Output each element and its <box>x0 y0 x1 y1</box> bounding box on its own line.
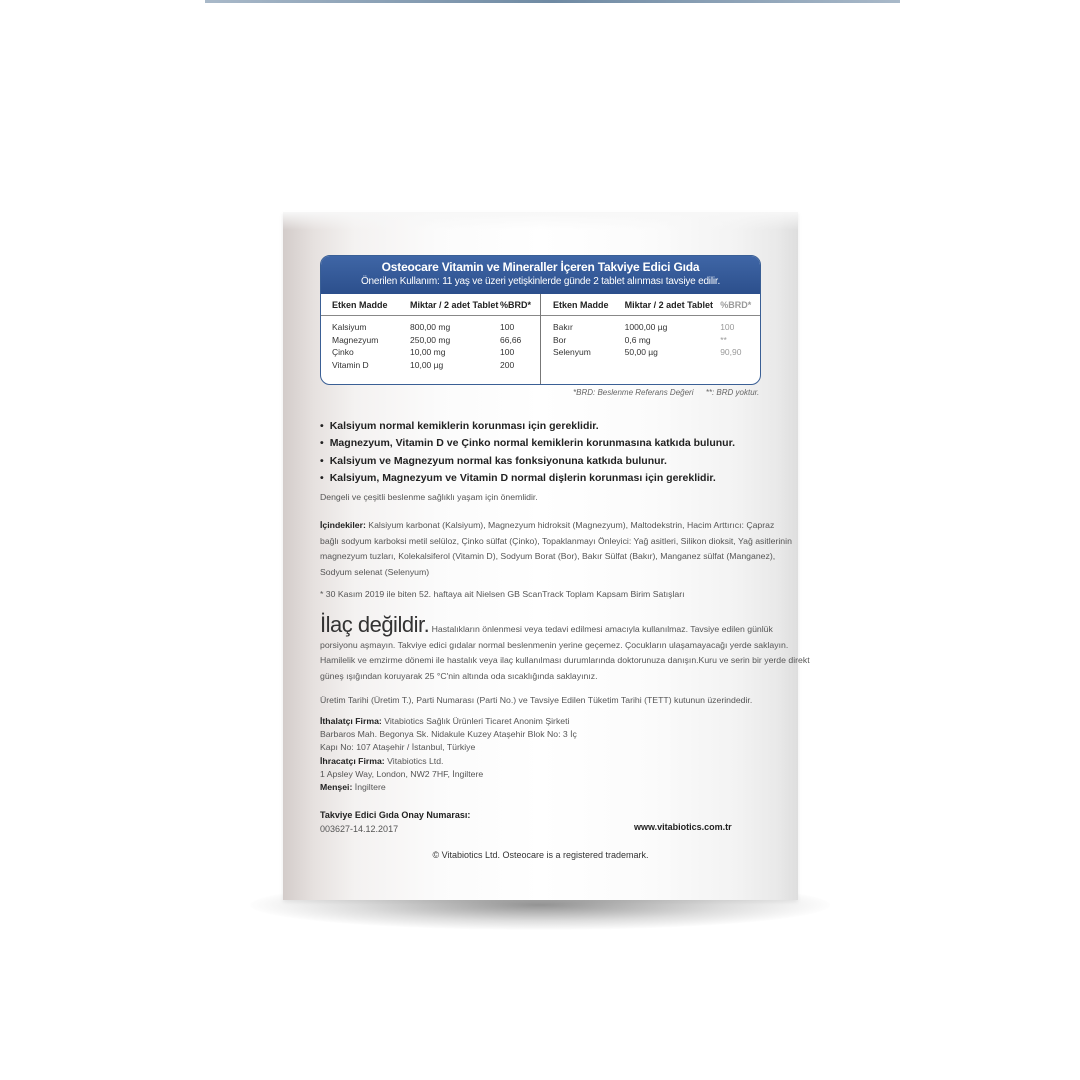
ingredient-brd: ** <box>720 334 727 345</box>
header-amount: Miktar / 2 adet Tablet <box>410 300 499 310</box>
ingredient-name: Bor <box>553 334 567 345</box>
warning-block <box>320 612 810 684</box>
origin-value: İngiltere <box>354 782 386 793</box>
ingredient-amount: 1000,00 µg <box>624 322 668 332</box>
ingredient-name: Bakır <box>553 322 573 332</box>
website-link[interactable]: www.vitabiotics.com.tr <box>634 822 732 832</box>
ingredients-block <box>320 518 792 580</box>
approval-number: 003627-14.12.2017 <box>320 824 399 834</box>
table-row <box>541 321 760 334</box>
list-item: • Kalsiyum, Magnezyum ve Vitamin D normal dişlerin korunması için gereklidir. <box>320 470 760 487</box>
warning-line: Hastalıkların önlenmesi veya tedavi edilmesi amacıyla kullanılmaz. Tavsiye edilen günlük <box>431 624 773 634</box>
ingredient-brd: 90,90 <box>720 347 742 357</box>
table-row <box>541 334 760 347</box>
top-divider-line <box>205 0 900 3</box>
ingredient-name: Magnezyum <box>332 334 379 345</box>
exporter-name: Vitabiotics Ltd. <box>387 755 444 766</box>
header-ingredient: Etken Madde <box>332 300 388 310</box>
table-row <box>321 359 540 372</box>
nutrient-table-left <box>321 294 541 384</box>
exporter-address: 1 Apsley Way, London, NW2 7HF, İngiltere <box>320 768 484 779</box>
ingredient-name: Selenyum <box>553 347 591 357</box>
ingredients-line: bağlı sodyum karboksi metil selüloz, Çinko sülfat (Çinko), Topaklanmayı Önleyici: Yağ asitleri, Silikon dioksit, Yağ asitlerinin <box>320 535 792 546</box>
ingredient-brd: 100 <box>500 347 515 357</box>
ingredient-amount: 250,00 mg <box>410 334 451 345</box>
brd-definition: *BRD: Beslenme Referans Değeri <box>573 388 694 397</box>
supplement-facts-panel <box>320 255 761 385</box>
health-claims-list <box>320 418 760 487</box>
nutrient-table-right <box>541 294 760 384</box>
ingredient-name: Çinko <box>332 347 354 357</box>
ingredients-line: magnezyum tuzları, Kolekalsiferol (Vitamin D), Sodyum Borat (Bor), Bakır Sülfat (Bakır), Manganez sülfat (Manganez), <box>320 551 776 561</box>
table-row <box>321 321 540 334</box>
origin-label: Menşei: <box>320 782 353 793</box>
ingredient-name: Vitamin D <box>332 359 369 370</box>
ingredients-line: Sodyum selenat (Selenyum) <box>320 566 430 577</box>
panel-title: Osteocare Vitamin ve Mineraller İçeren Takviye Edici Gıda <box>381 260 700 274</box>
header-amount: Miktar / 2 adet Tablet <box>624 300 714 310</box>
approval-label: Takviye Edici Gıda Onay Numarası: <box>320 810 471 820</box>
table-header <box>541 294 760 316</box>
ingredient-name: Kalsiyum <box>332 322 367 332</box>
not-medicine-headline: İlaç değildir. <box>320 612 430 637</box>
ingredient-brd: 200 <box>500 359 515 370</box>
ingredient-amount: 10,00 µg <box>410 359 444 370</box>
nielsen-note: * 30 Kasım 2019 ile biten 52. haftaya ait Nielsen GB ScanTrack Toplam Kapsam Birim Satışları <box>320 589 685 599</box>
no-brd-note: **: BRD yoktur. <box>705 388 760 397</box>
ingredient-amount: 50,00 µg <box>624 347 658 357</box>
header-brd: %BRD* <box>720 300 752 310</box>
warning-line: Hamilelik ve emzirme dönemi ile hastalık veya ilaç kullanılması durumlarında doktorunuza danışın.Kuru ve serin bir yerde direkt <box>320 655 810 665</box>
importer-address: Barbaros Mah. Begonya Sk. Nidakule Kuzey Ataşehir Blok No: 3 İç <box>320 729 577 740</box>
copyright-notice: © Vitabiotics Ltd. Osteocare is a registered trademark. <box>432 850 649 860</box>
header-brd: %BRD* <box>500 300 532 310</box>
table-row <box>541 346 760 359</box>
ingredients-label: İçindekiler: <box>320 520 366 530</box>
list-item: • Kalsiyum normal kemiklerin korunması için gereklidir. <box>320 418 760 435</box>
warning-line: güneş ışığından koruyarak 25 °C'nin altında oda sıcaklığında saklayınız. <box>320 670 598 681</box>
importer-name: Vitabiotics Sağlık Ürünleri Ticaret Anonim Şirketi <box>384 716 570 726</box>
production-info: Üretim Tarihi (Üretim T.), Parti Numarası (Parti No.) ve Tavsiye Edilen Tüketim Tarihi (TETT) kutunun üzerindedir. <box>320 695 753 705</box>
approval-block <box>320 808 470 836</box>
company-info <box>320 715 577 794</box>
list-item: • Kalsiyum ve Magnezyum normal kas fonksiyonuna katkıda bulunur. <box>320 453 760 470</box>
ingredient-amount: 10,00 mg <box>410 347 446 357</box>
product-box-back <box>283 212 810 900</box>
exporter-label: İhracatçı Firma: <box>320 755 385 766</box>
table-row <box>321 334 540 347</box>
warning-line: porsiyonu aşmayın. Takviye edici gıdalar normal beslenmenin yerine geçemez. Çocukların ulaşamayacağı yerde saklayın. <box>320 639 789 650</box>
panel-header <box>321 256 760 294</box>
ingredient-brd: 100 <box>720 322 735 332</box>
ingredient-amount: 0,6 mg <box>624 334 651 345</box>
ingredient-brd: 100 <box>500 322 515 332</box>
importer-label: İthalatçı Firma: <box>320 716 382 726</box>
ingredient-amount: 800,00 mg <box>410 322 451 332</box>
ingredients-line: Kalsiyum karbonat (Kalsiyum), Magnezyum hidroksit (Magnezyum), Maltodekstrin, Hacim Arttırıcı: Çapraz <box>368 520 775 530</box>
importer-address: Kapı No: 107 Ataşehir / İstanbul, Türkiye <box>320 742 476 753</box>
ingredient-brd: 66,66 <box>500 334 522 345</box>
panel-subtitle: Önerilen Kullanım: 11 yaş ve üzeri yetişkinlerde günde 2 tablet alınması tavsiye edilir. <box>360 276 721 287</box>
list-item: • Magnezyum, Vitamin D ve Çinko normal kemiklerin korunmasına katkıda bulunur. <box>320 435 760 452</box>
balanced-diet-note: Dengeli ve çeşitli beslenme sağlıklı yaşam için önemlidir. <box>320 492 538 502</box>
table-row <box>321 346 540 359</box>
brd-footnotes <box>573 388 769 397</box>
table-header <box>321 294 540 316</box>
header-ingredient: Etken Madde <box>553 300 609 310</box>
